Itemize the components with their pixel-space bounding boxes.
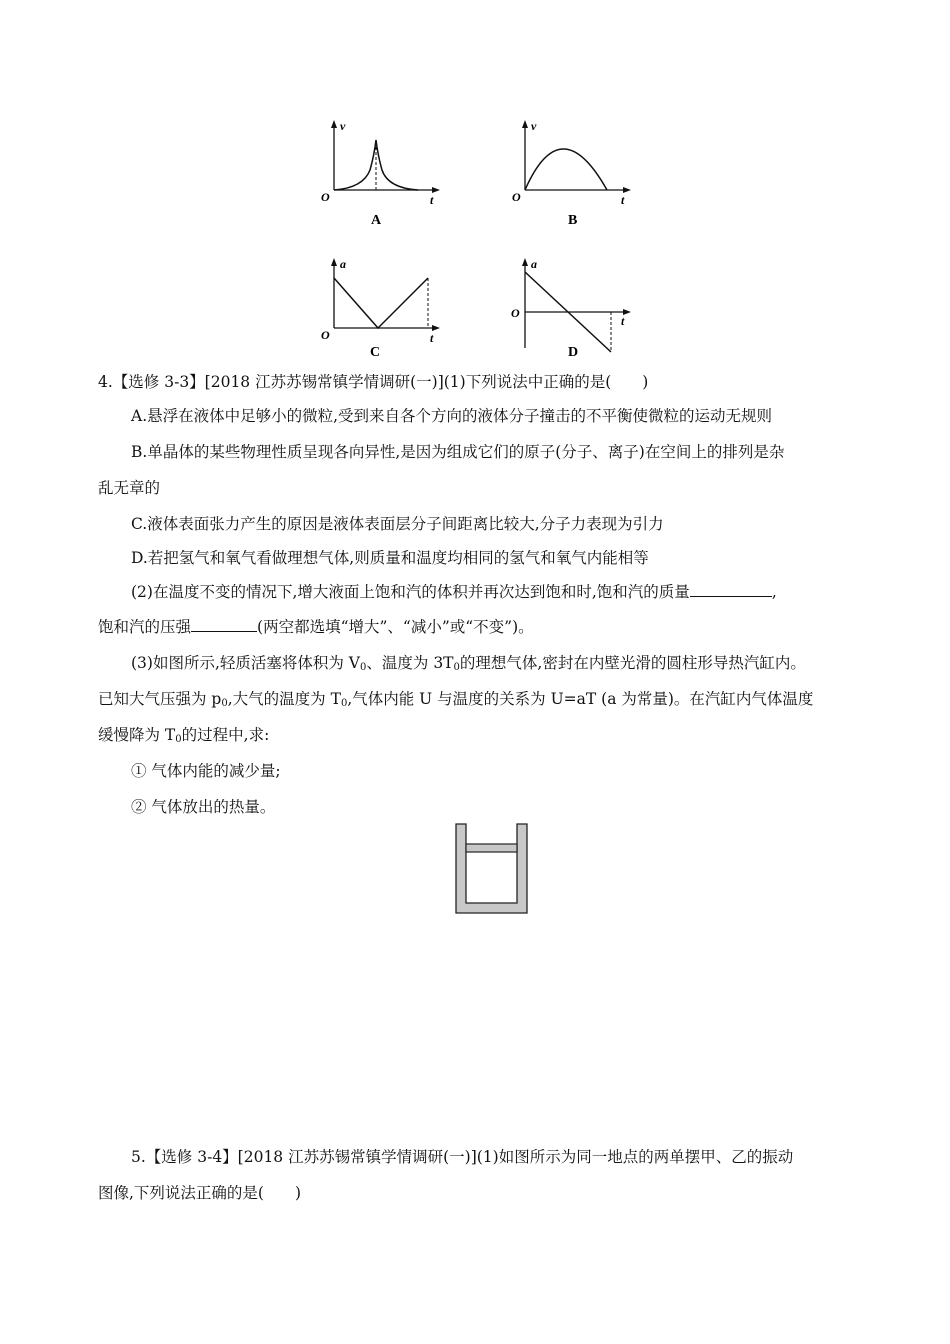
q4-part2-comma: , [771,583,777,601]
curve-c [334,278,428,328]
caption: A [371,213,382,228]
q4-option-b-line2: 乱无章的 [98,479,161,497]
y-arrow [331,120,337,128]
graph-d [509,256,639,361]
q4-part3-line3 [98,723,269,745]
text-run: 已知大气压强为 p [98,690,222,708]
subscript: 0 [175,734,182,745]
cylinder-svg [455,823,529,915]
q4-option-a: A.悬浮在液体中足够小的微粒,受到来自各个方向的液体分子撞击的不平衡使微粒的运动无规则 [131,407,773,425]
q4-part2-line1 [131,580,777,602]
q4-part2-text: (2)在温度不变的情况下,增大液面上饱和汽的体积并再次达到饱和时,饱和汽的质量 [131,583,690,601]
origin-label: O [511,306,520,320]
text-run: ,大气的温度为 T [227,690,341,708]
text-run: 的过程中,求: [181,726,270,744]
q5-line2: 图像,下列说法正确的是( ) [98,1184,302,1202]
q4-part3-line2 [98,687,813,709]
text-run: 缓慢降为 T [98,726,176,744]
origin-label: O [321,328,330,342]
q4-part3-line1 [131,651,806,673]
answer-blank-mass[interactable] [690,581,772,598]
subscript: 0 [360,662,367,673]
text-run: (3)如图所示,轻质活塞将体积为 V [131,654,361,672]
subscript: 0 [221,698,228,709]
graph-d-svg [509,256,639,361]
origin-label: O [512,190,521,204]
origin-label: O [321,190,330,204]
subscript: 0 [453,662,460,673]
x-label: t [430,331,434,345]
q4-sub-question-2: ② 气体放出的热量。 [131,798,276,816]
text-run: 、温度为 3T [366,654,454,672]
curve-b [525,149,607,190]
graph-c [318,256,448,361]
cylinder-wall [456,824,527,913]
q4-option-b-line1: B.单晶体的某些物理性质呈现各向异性,是因为组成它们的原子(分子、离子)在空间上的排列是杂 [131,443,785,461]
x-label: t [621,193,625,207]
x-label: t [621,314,625,328]
graph-c-svg [318,256,448,361]
cylinder-figure [455,823,529,915]
caption: C [370,345,381,360]
text-run: 的理想气体,密封在内壁光滑的圆柱形导热汽缸内。 [459,654,806,672]
answer-blank-pressure[interactable] [191,616,257,633]
graph-b-svg [509,118,639,233]
y-label: v [340,119,346,133]
caption: D [568,345,579,360]
q4-part2-pressure-text: 饱和汽的压强 [98,618,192,636]
graph-a [318,118,448,233]
q5-line1: 5.【选修 3-4】[2018 江苏苏锡常镇学情调研(一)](1)如图所示为同一地点的两单摆甲、乙的振动 [131,1148,794,1166]
q4-option-c: C.液体表面张力产生的原因是液体表面层分子间距离比较大,分子力表现为引力 [131,515,664,533]
y-arrow [522,120,528,128]
subscript: 0 [340,698,348,709]
y-label: a [531,257,537,271]
q4-header: 4.【选修 3-3】[2018 江苏苏锡常镇学情调研(一)](1)下列说法中正确的是( ) [98,373,649,391]
x-label: t [430,193,434,207]
y-label: a [340,257,346,271]
q4-part2-line2 [98,615,534,637]
caption: B [568,213,578,228]
q4-option-d: D.若把氢气和氧气看做理想气体,则质量和温度均相同的氢气和氧气内能相等 [131,549,649,567]
graph-b [509,118,639,233]
q4-part2-hint: (两空都选填“增大”、“减小”或“不变”)。 [257,618,534,636]
graph-a-svg [318,118,448,233]
piston [466,844,517,852]
y-arrow [331,258,337,266]
text-run: ,气体内能 U 与温度的关系为 U=aT (a 为常量)。在汽缸内气体温度 [347,690,814,708]
y-arrow [522,258,528,266]
q4-sub-question-1: ① 气体内能的减少量; [131,762,281,780]
y-label: v [531,119,537,133]
